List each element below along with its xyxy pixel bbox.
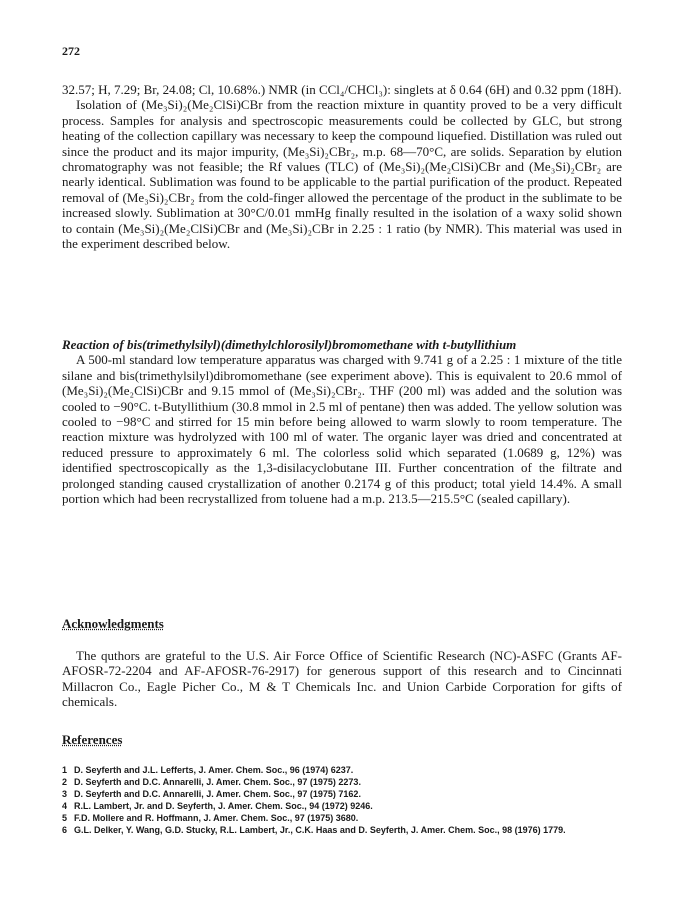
reference-number: 1	[62, 765, 68, 775]
references-section	[62, 732, 622, 836]
reference-item	[62, 776, 622, 788]
reference-number: 4	[62, 801, 68, 811]
reference-item	[62, 812, 622, 824]
reference-number: 5	[62, 813, 68, 823]
reference-item	[62, 800, 622, 812]
reference-item	[62, 764, 622, 776]
reference-text: F.D. Mollere and R. Hoffmann, J. Amer. Chem. Soc., 97 (1975) 3680.	[74, 813, 359, 823]
reference-number: 6	[62, 825, 68, 835]
references-list	[62, 764, 622, 836]
reaction-heading: Reaction of bis(trimethylsilyl)(dimethylchlorosilyl)bromomethane with t-butyllithium	[62, 337, 517, 352]
isolation-paragraph: Isolation of (Me₃Si)₂(Me₂ClSi)CBr from the reaction mixture in quantity proved to be a very difficult process. Samples for analysis and spectroscopic measurements could be collected by GLC, but strong heating of the collection capillary was necessary to keep the compound liquefied. Distillation was ruled out since the product and its major impurity, (Me₃Si)₂CBr₂, m.p. 68—70°C, are solids. Separation by elution chromatography was not feasible; the Rf values (TLC) of (Me₃Si)₂(Me₂ClSi)CBr and (Me₃Si)₂CBr₂ are nearly identical. Sublimation was found to be applicable to the partial purification of the product. Repeated removal of (Me₃Si)₂CBr₂ from the cold-finger allowed the percentage of the product in the sublimate to be increased slowly. Sublimation at 30°C/0.01 mmHg finally resulted in the isolation of a waxy solid shown to contain (Me₃Si)₂(Me₂ClSi)CBr and (Me₃Si)₂CBr in 2.25 : 1 ratio (by NMR). This material was used in the experiment described below.	[62, 97, 622, 252]
reference-text: G.L. Delker, Y. Wang, G.D. Stucky, R.L. Lambert, Jr., C.K. Haas and D. Seyferth, J. Amer. Chem. Soc., 98 (1976) 1779.	[74, 825, 566, 835]
reaction-paragraph: A 500-ml standard low temperature apparatus was charged with 9.741 g of a 2.25 : 1 mixture of the title silane and bis(trimethylsilyl)dibromomethane (see experiment above). This is equivalent to 20.6 mmol of (Me₃Si)₂(Me₂ClSi)CBr and 9.15 mmol of (Me₃Si)₂CBr₂. THF (200 ml) was added and the solution was cooled to −90°C. t-Butyllithium (30.8 mmol in 2.5 ml of pentane) then was added. The yellow solution was cooled to −98°C and stirred for 15 min before being allowed to warm slowly to room temperature. The reaction mixture was hydrolyzed with 100 ml of water. The organic layer was dried and concentrated at reduced pressure to approximately 6 ml. The colorless solid which separated (1.0689 g, 12%) was identified spectroscopically as the 1,3-disilacyclobutane III. Further concentration of the filtrate and prolonged standing caused crystallization of another 0.2174 g of this product; total yield 14.4%. A small portion which had been recrystallized from toluene had a m.p. 213.5—215.5°C (sealed capillary).	[62, 352, 622, 507]
reference-text: D. Seyferth and J.L. Lefferts, J. Amer. Chem. Soc., 96 (1974) 6237.	[74, 765, 354, 775]
acknowledgments-paragraph: The quthors are grateful to the U.S. Air Force Office of Scientific Research (NC)-ASFC (Grants AF-AFOSR-72-2204 and AF-AFOSR-76-2917) for generous support of this research and to Cincinnati Millacron Co., Eagle Picher Co., M & T Chemicals Inc. and Union Carbide Corporation for gifts of chemicals.	[62, 648, 622, 710]
reaction-section	[62, 337, 622, 506]
acknowledgments-heading: Acknowledgments	[62, 616, 164, 631]
analysis-paragraph: 32.57; H, 7.29; Br, 24.08; Cl, 10.68%.) NMR (in CCl₄/CHCl₃): singlets at δ 0.64 (6H) and 0.32 ppm (18H).	[62, 82, 622, 97]
reference-item	[62, 824, 622, 836]
references-heading: References	[62, 732, 123, 747]
page-number: 272	[62, 44, 80, 58]
reference-number: 3	[62, 789, 68, 799]
reference-text: D. Seyferth and D.C. Annarelli, J. Amer. Chem. Soc., 97 (1975) 2273.	[74, 777, 361, 787]
acknowledgments-section	[62, 616, 622, 710]
reference-item	[62, 788, 622, 800]
experimental-continuation	[62, 82, 622, 251]
reference-number: 2	[62, 777, 68, 787]
reference-text: R.L. Lambert, Jr. and D. Seyferth, J. Amer. Chem. Soc., 94 (1972) 9246.	[74, 801, 373, 811]
reference-text: D. Seyferth and D.C. Annarelli, J. Amer. Chem. Soc., 97 (1975) 7162.	[74, 789, 361, 799]
